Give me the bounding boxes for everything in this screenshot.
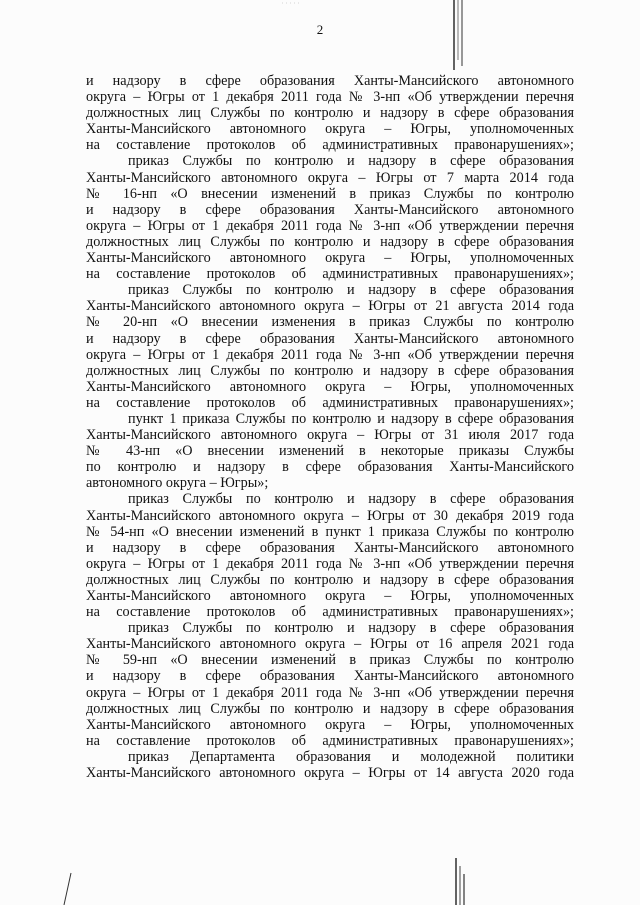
text-line: № 20-нп «О внесении изменения в приказ Службы по контролю (86, 314, 574, 331)
text-line: должностных лиц Службы по контролю и надзору в сфере образования (86, 233, 574, 250)
text-line: № 16-нп «О внесении изменений в приказ Службы по контролю (86, 185, 574, 202)
text-line: Ханты-Мансийского автономного округа – Югры, уполномоченных (86, 250, 574, 267)
text-line: автономного округа – Югры»; (86, 475, 269, 492)
text-line: и надзору в сфере образования Ханты-Мансийского автономного (86, 668, 574, 685)
text-line: приказ Службы по контролю и надзору в сфере образования (128, 153, 574, 170)
text-line: и надзору в сфере образования Ханты-Мансийского автономного (86, 330, 574, 347)
text-line: Ханты-Мансийского автономного округа – Югры, уполномоченных (86, 378, 574, 395)
text-line: должностных лиц Службы по контролю и надзору в сфере образования (86, 105, 574, 122)
text-line: по контролю и надзору в сфере образования Ханты-Мансийского (86, 459, 574, 476)
text-line: Ханты-Мансийского автономного округа – Югры, уполномоченных (86, 121, 574, 138)
text-line: № 43-нп «О внесении изменений в некоторые приказы Службы (86, 443, 574, 460)
text-line: № 59-нп «О внесении изменений в приказ Службы по контролю (86, 652, 574, 669)
text-line: и надзору в сфере образования Ханты-Мансийского автономного (86, 201, 574, 218)
text-line: на составление протоколов об административных правонарушениях»; (86, 732, 574, 749)
text-line: должностных лиц Службы по контролю и надзору в сфере образования (86, 362, 574, 379)
text-line: приказ Службы по контролю и надзору в сфере образования (128, 620, 574, 637)
text-line: Ханты-Мансийского автономного округа – Югры от 14 августа 2020 года (86, 765, 574, 782)
text-line: округа – Югры от 1 декабря 2011 года № 3-нп «Об утверждении перечня (86, 217, 574, 234)
text-line: № 54-нп «О внесении изменений в пункт 1 приказа Службы по контролю (86, 523, 574, 540)
text-line: Ханты-Мансийского автономного округа – Югры от 31 июля 2017 года (86, 427, 574, 444)
text-line: округа – Югры от 1 декабря 2011 года № 3-нп «Об утверждении перечня (86, 346, 574, 363)
text-line: пункт 1 приказа Службы по контролю и надзору в сфере образования (128, 410, 574, 427)
text-line: на составление протоколов об административных правонарушениях»; (86, 604, 574, 621)
text-line: на составление протоколов об административных правонарушениях»; (86, 137, 574, 154)
text-line: на составление протоколов об административных правонарушениях»; (86, 394, 574, 411)
text-line: и надзору в сфере образования Ханты-Мансийского автономного (86, 539, 574, 556)
text-line: Ханты-Мансийского автономного округа – Югры, уполномоченных (86, 716, 574, 733)
text-line: должностных лиц Службы по контролю и надзору в сфере образования (86, 700, 574, 717)
text-line: должностных лиц Службы по контролю и надзору в сфере образования (86, 571, 574, 588)
text-line: Ханты-Мансийского автономного округа – Югры, уполномоченных (86, 588, 574, 604)
text-line: приказ Службы по контролю и надзору в сфере образования (128, 282, 574, 299)
document-body (86, 73, 574, 781)
text-line: и надзору в сфере образования Ханты-Мансийского автономного (86, 73, 574, 89)
text-line: приказ Службы по контролю и надзору в сфере образования (128, 491, 574, 508)
text-line: округа – Югры от 1 декабря 2011 года № 3-нп «Об утверждении перечня (86, 684, 574, 701)
text-line: округа – Югры от 1 декабря 2011 года № 3-нп «Об утверждении перечня (86, 89, 574, 106)
text-line: приказ Департамента образования и молодежной политики (128, 748, 574, 765)
text-line: округа – Югры от 1 декабря 2011 года № 3-нп «Об утверждении перечня (86, 555, 574, 572)
text-line: Ханты-Мансийского автономного округа – Югры от 7 марта 2014 года (86, 169, 574, 186)
text-line: Ханты-Мансийского автономного округа – Югры от 21 августа 2014 года (86, 298, 574, 315)
text-line: на составление протоколов об административных правонарушениях»; (86, 266, 574, 283)
text-line: Ханты-Мансийского автономного округа – Югры от 16 апреля 2021 года (86, 636, 574, 653)
text-line: Ханты-Мансийского автономного округа – Югры от 30 декабря 2019 года (86, 507, 574, 524)
page-number: 2 (316, 22, 324, 37)
